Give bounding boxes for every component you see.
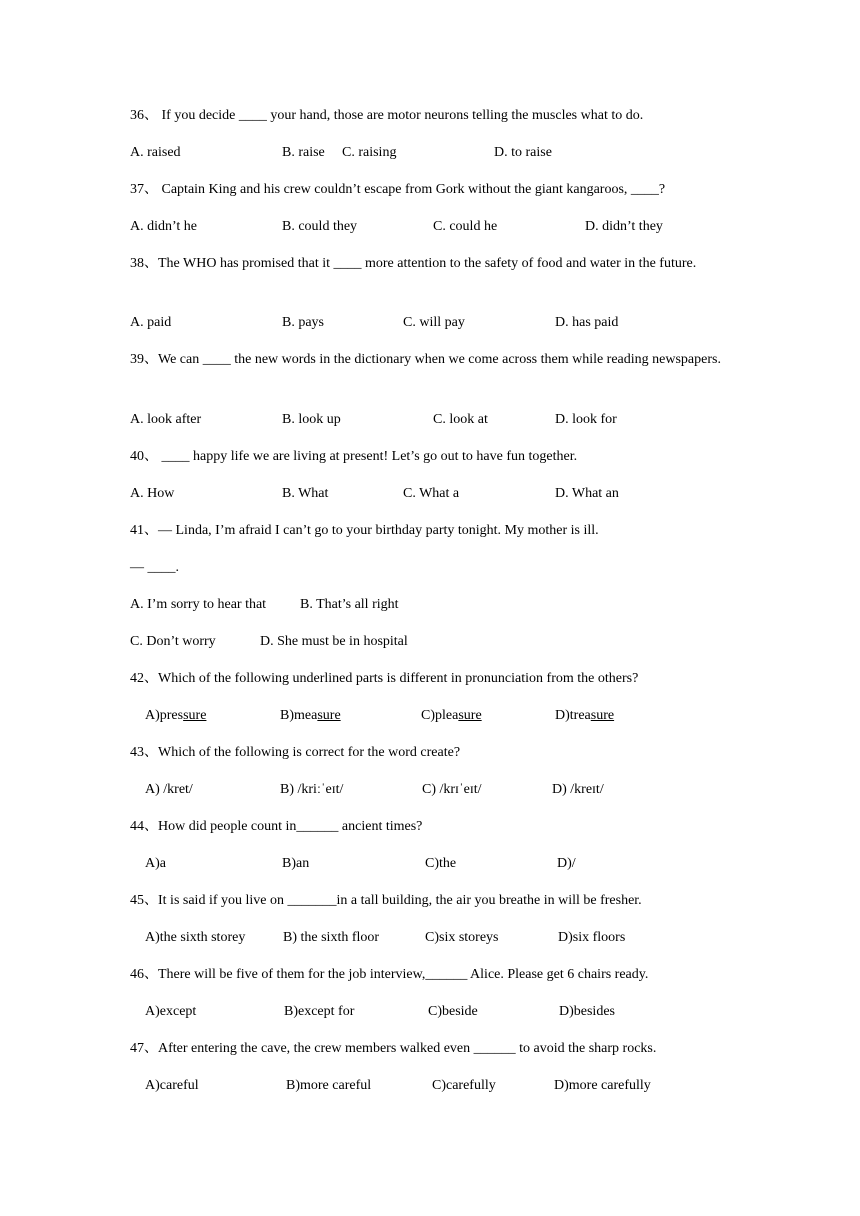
question-39-option-b: B. look up xyxy=(282,412,341,427)
question-40-option-a: A. How xyxy=(130,486,175,501)
question-42-stem: 42、Which of the following underlined parts is different in pronunciation from the others? xyxy=(130,671,639,686)
question-45-option-b: B) the sixth floor xyxy=(283,930,380,945)
question-46-option-d: D)besides xyxy=(559,1004,615,1019)
question-42-options xyxy=(130,705,730,727)
question-46-option-c: C)beside xyxy=(428,1004,478,1019)
question-36-option-d: D. to raise xyxy=(494,145,552,160)
question-38-option-b: B. pays xyxy=(282,315,324,330)
question-41-option-a: A. I’m sorry to hear that xyxy=(130,597,267,612)
question-41-options-row-1 xyxy=(130,594,730,616)
question-39-option-a: A. look after xyxy=(130,412,202,427)
question-37-stem: 37、 Captain King and his crew couldn’t escape from Gork without the giant kangaroos, ____? xyxy=(130,182,666,197)
question-38-options xyxy=(130,312,730,334)
question-41-options-row-2 xyxy=(130,631,730,653)
underlined-part: sure xyxy=(183,708,207,723)
question-42-option-a: A)pressure xyxy=(145,708,207,723)
question-47-option-d: D)more carefully xyxy=(554,1078,651,1093)
question-37-options xyxy=(130,216,730,238)
underlined-part: sure xyxy=(590,708,615,723)
question-46-option-a: A)except xyxy=(145,1004,197,1019)
question-43-stem: 43、Which of the following is correct for the word create? xyxy=(130,745,461,760)
question-36-stem: 36、 If you decide ____ your hand, those are motor neurons telling the muscles what to do. xyxy=(130,108,644,123)
question-47-option-a: A)careful xyxy=(145,1078,199,1093)
question-45-option-c: C)six storeys xyxy=(425,930,499,945)
question-40-option-b: B. What xyxy=(282,486,329,501)
question-40-option-d: D. What an xyxy=(555,486,619,501)
question-38-stem: 38、The WHO has promised that it ____ more attention to the safety of food and water in the future. xyxy=(130,256,697,271)
question-45-option-d: D)six floors xyxy=(558,930,626,945)
question-46-options xyxy=(130,1001,730,1023)
question-46-option-b: B)except for xyxy=(284,1004,355,1019)
question-37-option-d: D. didn’t they xyxy=(585,219,663,234)
question-43-option-a: A) /kret/ xyxy=(145,782,193,797)
question-37-option-c: C. could he xyxy=(433,219,498,234)
question-36-option-a: A. raised xyxy=(130,145,181,160)
question-39-option-c: C. look at xyxy=(433,412,488,427)
question-41-option-d: D. She must be in hospital xyxy=(260,634,408,649)
question-47-options xyxy=(130,1075,730,1097)
question-40-option-c: C. What a xyxy=(403,486,460,501)
question-47-option-b: B)more careful xyxy=(286,1078,372,1093)
question-45-stem: 45、It is said if you live on _______in a tall building, the air you breathe in will be fresher. xyxy=(130,893,642,908)
question-40-stem: 40、 ____ happy life we are living at present! Let’s go out to have fun together. xyxy=(130,449,578,464)
question-43-option-c: C) /krɪˈeɪt/ xyxy=(422,782,482,797)
question-47-stem: 47、After entering the cave, the crew members walked even ______ to avoid the sharp rocks. xyxy=(130,1041,657,1056)
question-39-option-d: D. look for xyxy=(555,412,617,427)
question-36-option-c: C. raising xyxy=(342,145,397,160)
underlined-part: sure xyxy=(317,708,341,723)
question-40-options xyxy=(130,483,730,505)
question-44-option-c: C)the xyxy=(425,856,457,871)
question-45-option-a: A)the sixth storey xyxy=(145,930,246,945)
underlined-part: sure xyxy=(458,708,482,723)
question-41-option-c: C. Don’t worry xyxy=(130,634,216,649)
question-44-options xyxy=(130,853,730,875)
question-44-stem: 44、How did people count in______ ancient times? xyxy=(130,819,423,834)
question-47-option-c: C)carefully xyxy=(432,1078,496,1093)
question-44-option-b: B)an xyxy=(282,856,310,871)
question-43-option-d: D) /kreɪt/ xyxy=(552,782,604,797)
question-36-option-b: B. raise xyxy=(282,145,325,160)
question-42-option-d: D)treasure xyxy=(555,708,615,723)
question-42-option-b: B)measure xyxy=(280,708,341,723)
question-38-option-d: D. has paid xyxy=(555,315,619,330)
question-36-options xyxy=(130,142,730,164)
question-46-stem: 46、There will be five of them for the job interview,______ Alice. Please get 6 chairs ready. xyxy=(130,967,649,982)
question-42-option-c: C)pleasure xyxy=(421,708,482,723)
question-41-reply: — ____. xyxy=(130,560,179,575)
question-39-options xyxy=(130,409,730,431)
question-41-option-b: B. That’s all right xyxy=(300,597,399,612)
question-37-option-a: A. didn’t he xyxy=(130,219,198,234)
question-37-option-b: B. could they xyxy=(282,219,358,234)
question-38-option-c: C. will pay xyxy=(403,315,465,330)
question-39-stem: 39、We can ____ the new words in the dictionary when we come across them while reading newspapers. xyxy=(130,352,721,367)
question-44-option-a: A)a xyxy=(145,856,166,871)
question-45-options xyxy=(130,927,730,949)
question-43-options xyxy=(130,779,730,801)
question-38-option-a: A. paid xyxy=(130,315,172,330)
question-43-option-b: B) /kriːˈeɪt/ xyxy=(280,782,344,797)
question-44-option-d: D)/ xyxy=(557,856,576,871)
question-41-stem: 41、— Linda, I’m afraid I can’t go to your birthday party tonight. My mother is ill. xyxy=(130,523,599,538)
